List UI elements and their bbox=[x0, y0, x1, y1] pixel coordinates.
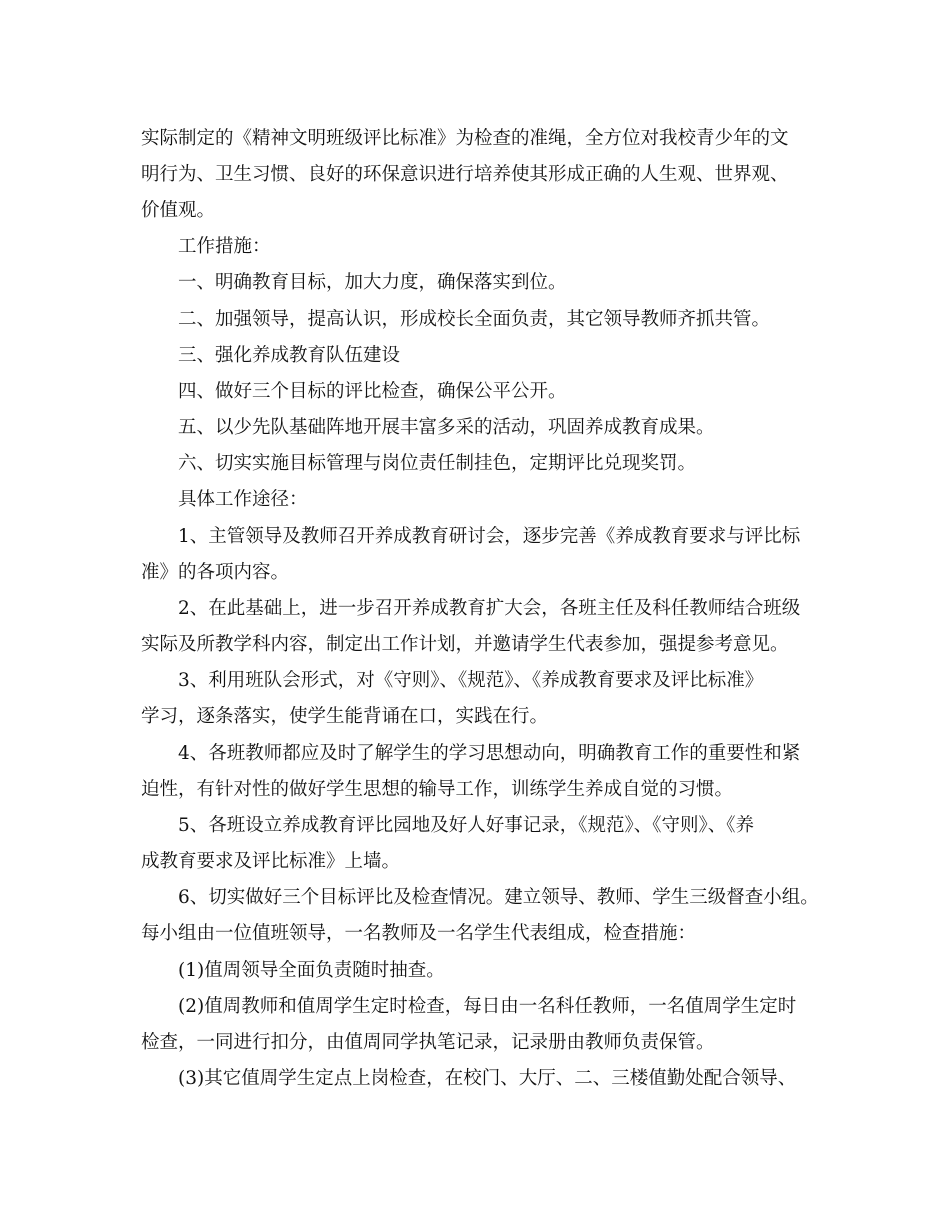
paragraph-line: 价值观。 bbox=[141, 200, 216, 221]
list-item: 2、在此基础上，进一步召开养成教育扩大会，各班主任及科任教师结合班级 bbox=[178, 598, 801, 619]
paragraph-line: 明行为、卫生习惯、良好的环保意识进行培养使其形成正确的人生观、世界观、 bbox=[141, 164, 789, 185]
list-item: 六、切实实施目标管理与岗位责任制挂色，定期评比兑现奖罚。 bbox=[178, 453, 697, 474]
paragraph-line: 实际制定的《精神文明班级评比标准》为检查的准绳，全方位对我校青少年的文 bbox=[141, 128, 789, 149]
list-item: 4、各班教师都应及时了解学生的学习思想动向，明确教育工作的重要性和紧 bbox=[178, 743, 801, 764]
list-item: 四、做好三个目标的评比检查，确保公平公开。 bbox=[178, 381, 567, 402]
list-item: 一、明确教育目标，加大力度，确保落实到位。 bbox=[178, 272, 567, 293]
list-item: 1、主管领导及教师召开养成教育研讨会，逐步完善《养成教育要求与评比标 bbox=[178, 526, 801, 547]
list-item: (2)值周教师和值周学生定时检查，每日由一名科任教师，一名值周学生定时 bbox=[178, 996, 797, 1017]
paragraph-line: 检查，一同进行扣分，由值周同学执笔记录，记录册由教师负责保管。 bbox=[141, 1032, 715, 1053]
paragraph-line: 实际及所教学科内容，制定出工作计划，并邀请学生代表参加，强提参考意见。 bbox=[141, 634, 789, 655]
paragraph-line: 迫性，有针对性的做好学生思想的输导工作，训练学生养成自觉的习惯。 bbox=[141, 779, 734, 800]
list-item: 二、加强领导，提高认识，形成校长全面负责，其它领导教师齐抓共管。 bbox=[178, 309, 771, 330]
section-heading: 具体工作途径： bbox=[178, 489, 308, 510]
paragraph-line: 准》的各项内容。 bbox=[141, 562, 290, 583]
list-item: 3、利用班队会形式，对《守则》、《规范》、《养成教育要求及评比标准》 bbox=[178, 670, 764, 691]
section-heading: 工作措施： bbox=[178, 236, 271, 257]
list-item: (3)其它值周学生定点上岗检查，在校门、大厅、二、三楼值勤处配合领导、 bbox=[178, 1068, 797, 1089]
paragraph-line: 成教育要求及评比标准》上墙。 bbox=[141, 851, 401, 872]
paragraph-line: 每小组由一位值班领导，一名教师及一名学生代表组成，检查措施： bbox=[141, 923, 697, 944]
list-item: 5、各班设立养成教育评比园地及好人好事记录，《规范》、《守则》、《养 bbox=[178, 815, 755, 836]
list-item: 6、切实做好三个目标评比及检查情况。建立领导、教师、学生三级督查小组。 bbox=[178, 887, 819, 908]
list-item: (1)值周领导全面负责随时抽查。 bbox=[178, 960, 445, 981]
paragraph-line: 学习，逐条落实，使学生能背诵在口，实践在行。 bbox=[141, 706, 549, 727]
list-item: 三、强化养成教育队伍建设 bbox=[178, 345, 401, 366]
list-item: 五、以少先队基础阵地开展丰富多采的活动，巩固养成教育成果。 bbox=[178, 417, 715, 438]
